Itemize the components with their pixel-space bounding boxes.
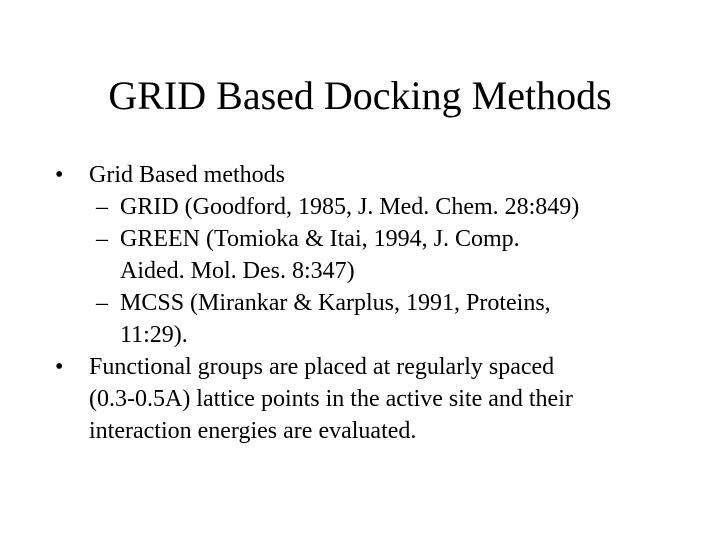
- subitem-text: GRID (Goodford, 1985, J. Med. Chem. 28:849): [120, 194, 580, 220]
- bullet-text: Functional groups are placed at regularly spaced: [89, 354, 555, 380]
- bullet-text: interaction energies are evaluated.: [89, 418, 417, 444]
- subitem-mcss-continuation: [0, 319, 720, 351]
- bullet-functional-groups-continuation-1: [0, 383, 720, 415]
- bullet-functional-groups-continuation-2: [0, 415, 720, 447]
- bullet-marker: •: [55, 162, 64, 188]
- subitem-text: 11:29).: [120, 322, 188, 348]
- bullet-text: Grid Based methods: [89, 162, 285, 188]
- bullet-functional-groups: [0, 351, 720, 383]
- dash-marker: –: [96, 194, 108, 220]
- subitem-green: [0, 223, 720, 255]
- bullet-marker: •: [55, 354, 64, 380]
- bullet-text: (0.3-0.5A) lattice points in the active site and their: [89, 386, 573, 412]
- slide-title: GRID Based Docking Methods: [108, 73, 612, 118]
- subitem-green-continuation: [0, 255, 720, 287]
- subitem-text: MCSS (Mirankar & Karplus, 1991, Proteins,: [120, 290, 551, 316]
- subitem-text: GREEN (Tomioka & Itai, 1994, J. Comp.: [120, 226, 520, 252]
- slide-body: [0, 159, 720, 447]
- dash-marker: –: [96, 226, 108, 252]
- subitem-text: Aided. Mol. Des. 8:347): [120, 258, 355, 284]
- dash-marker: –: [96, 290, 108, 316]
- subitem-grid: [0, 191, 720, 223]
- bullet-grid-based-methods: [0, 159, 720, 191]
- subitem-mcss: [0, 287, 720, 319]
